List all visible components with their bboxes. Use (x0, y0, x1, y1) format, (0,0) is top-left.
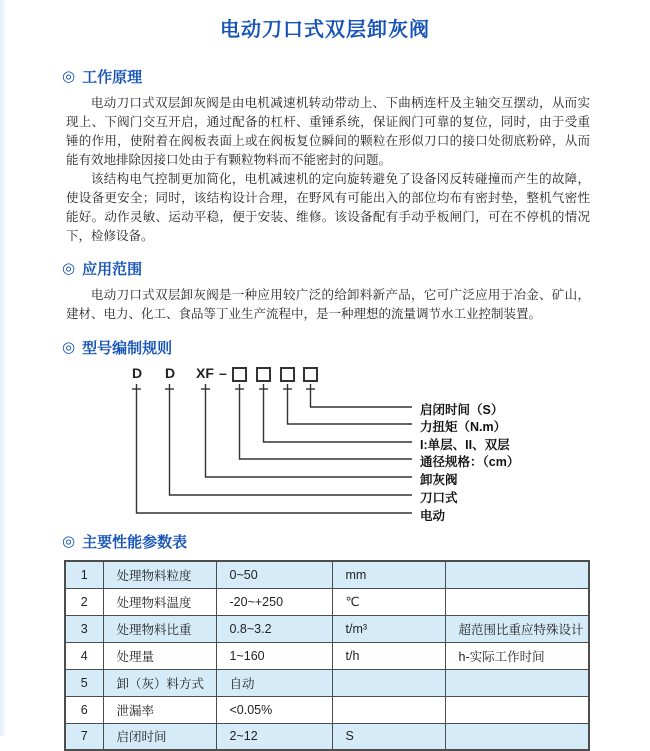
param-note (445, 588, 589, 615)
param-unit: t/m³ (332, 615, 445, 642)
row-number: 1 (65, 561, 103, 588)
model-code-letter-d1: D (132, 365, 143, 381)
param-value: -20~+250 (216, 588, 332, 615)
model-code-separator: – (219, 365, 227, 381)
param-note: 超范围比重应特殊设计 (445, 615, 589, 642)
param-note (445, 669, 589, 696)
param-name: 卸（灰）料方式 (103, 669, 216, 696)
working-principle-paragraph-1: 电动刀口式双层卸灰阀是由电机减速机转动带动上、下曲柄连杆及主轴交互摆动，从而实现上、下阀门交互开启，通过配备的杠杆、重锤系统，保证阀门可靠的复位，同时，由于受重锤的作用，使附着在阀板表面上或在阀板复位瞬间的颗粒在形似刀口的接口处彻底粉碎，从而能有效地排除因接口处由于有颗粒物料而不能密封的问题。 (66, 96, 590, 167)
model-code-letter-d2: D (165, 365, 176, 381)
working-principle-paragraph-2: 该结构电气控制更加简化，电机减速机的定向旋转避免了设备冈反转碰撞而产生的故障，使设备更安全；同时，该结构设计合理，在野风有可能出入的部位均布有密封垫，整机气密性能好。动作灵敏、运动平稳，便于安装、维修。该设备配有手动乎板闸门，可在不停机的情况下，检修设备。 (66, 172, 590, 243)
section-heading-working-principle (62, 66, 650, 87)
section-heading-label: 应用范围 (82, 261, 143, 278)
param-unit: ℃ (332, 588, 445, 615)
param-value: 1~160 (216, 642, 332, 669)
param-name: 处理物料粒度 (103, 561, 216, 588)
model-code-diagram (0, 364, 650, 529)
row-number: 3 (65, 615, 103, 642)
param-value: 0.8~3.2 (216, 615, 332, 642)
param-value: 0~50 (216, 561, 332, 588)
table-row (65, 615, 589, 642)
application-paragraph: 电动刀口式双层卸灰阀是一种应用较广泛的给卸料新产品，它可广泛应用于冶金、矿山，建材、电力、化工、食品等丁业生产流程中，是一种理想的流量调节水工业控制装置。 (66, 288, 590, 321)
diagram-label-electric: 电动 (420, 509, 446, 523)
row-number: 6 (65, 696, 103, 723)
diagram-label-open-close-time: 启闭时间（S） (420, 403, 504, 417)
param-name: 启闭时间 (103, 723, 216, 750)
section-bullet-icon: ◎ (62, 68, 76, 85)
row-number: 2 (65, 588, 103, 615)
row-number: 7 (65, 723, 103, 750)
param-unit (332, 696, 445, 723)
diagram-label-layer-type: I:单层、II、双层 (420, 438, 510, 452)
table-row (65, 723, 589, 750)
diagram-label-knife-type: 刀口式 (420, 491, 458, 505)
table-row (65, 588, 589, 615)
model-code-prefix: XF (196, 365, 214, 381)
param-name: 处理物料温度 (103, 588, 216, 615)
param-name: 处理物料比重 (103, 615, 216, 642)
section-bullet-icon: ◎ (62, 533, 76, 550)
param-value: <0.05% (216, 696, 332, 723)
table-row (65, 669, 589, 696)
param-note: h-实际工作时间 (445, 642, 589, 669)
section-bullet-icon: ◎ (62, 260, 76, 277)
row-number: 4 (65, 642, 103, 669)
param-name: 泄漏率 (103, 696, 216, 723)
diagram-label-torque: 力扭矩（N.m） (420, 420, 507, 434)
param-name: 处理量 (103, 642, 216, 669)
page-title: 电动刀口式双层卸灰阀 (220, 19, 430, 41)
param-note (445, 696, 589, 723)
section-heading-label: 工作原理 (82, 69, 143, 86)
diagram-label-ash-valve: 卸灰阀 (420, 473, 458, 487)
param-unit: mm (332, 561, 445, 588)
param-value: 2~12 (216, 723, 332, 750)
param-unit (332, 669, 445, 696)
parameters-table (64, 560, 590, 751)
row-number: 5 (65, 669, 103, 696)
section-heading-label: 主要性能参数表 (82, 534, 188, 551)
table-row (65, 561, 589, 588)
section-bullet-icon: ◎ (62, 339, 76, 356)
diagram-label-diameter-spec: 通径规格：（cm） (420, 455, 520, 469)
section-heading-application (62, 258, 650, 279)
section-heading-parameters (62, 531, 650, 552)
table-row (65, 642, 589, 669)
section-heading-label: 型号编制规则 (82, 340, 173, 357)
param-unit: t/h (332, 642, 445, 669)
section-heading-model-rules (62, 337, 650, 358)
param-note (445, 723, 589, 750)
table-row (65, 696, 589, 723)
diagram-connector-lines (0, 364, 650, 529)
param-value: 自动 (216, 669, 332, 696)
param-note (445, 561, 589, 588)
param-unit: S (332, 723, 445, 750)
